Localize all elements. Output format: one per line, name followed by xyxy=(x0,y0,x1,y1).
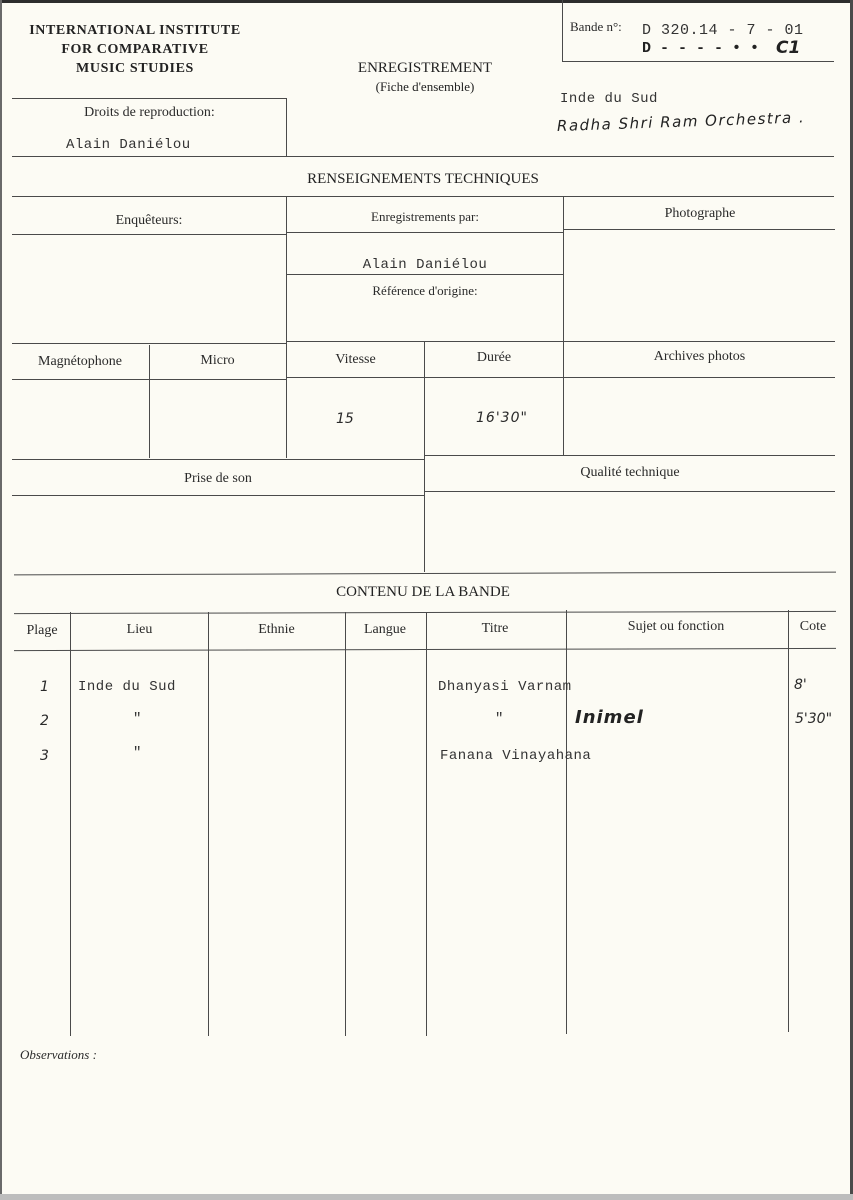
col-cote-header: Cote xyxy=(799,619,827,634)
droits-label: Droits de reproduction: xyxy=(84,105,215,120)
scan-edge-bottom xyxy=(0,1194,853,1200)
col-ethnie-header: Ethnie xyxy=(258,622,295,637)
col-divider-ethnie xyxy=(345,612,346,1036)
tech-col-qualite-divider xyxy=(424,455,425,572)
tech-row3-top-left xyxy=(12,459,425,460)
tech-top-border xyxy=(12,196,834,197)
col-divider-sujet xyxy=(788,610,789,1032)
bande-number-suffix: C1 xyxy=(776,38,801,58)
qualite-header-line xyxy=(424,491,835,492)
tech-col-duree-divider xyxy=(424,341,425,458)
bande-box-left-border xyxy=(562,0,563,62)
bande-number: D 320.14 - 7 - 01 xyxy=(642,22,804,39)
enqueteurs-header-line xyxy=(12,234,286,235)
archives-photos-label: Archives photos xyxy=(653,349,746,364)
row-3-titre: Fanana Vinayahana xyxy=(440,748,592,764)
col-divider-plage xyxy=(70,612,71,1036)
section-contenu-title: CONTENU DE LA BANDE xyxy=(336,584,510,600)
droits-top-border xyxy=(12,98,287,99)
scan-edge-top xyxy=(0,0,853,3)
contenu-top-border xyxy=(14,611,836,614)
prise-header-line xyxy=(12,495,425,496)
row-1-lieu: Inde du Sud xyxy=(78,679,176,695)
tech-col-micro-divider xyxy=(149,345,150,458)
row-2-titre: " xyxy=(495,711,504,727)
tech-bottom-border xyxy=(14,572,836,576)
header-divider xyxy=(12,156,834,157)
reference-origine-label: Référence d'origine: xyxy=(372,283,478,298)
scan-edge-left xyxy=(0,0,2,1200)
row-3-lieu: " xyxy=(133,745,142,761)
magnetophone-label: Magnétophone xyxy=(38,354,122,369)
tech-col-vitesse-divider xyxy=(286,341,287,458)
tech-row2-header-left xyxy=(12,379,286,380)
region-value: Inde du Sud xyxy=(560,91,658,107)
row-1-titre: Dhanyasi Varnam xyxy=(438,679,572,695)
bande-label: Bande n°: xyxy=(570,19,622,34)
micro-label: Micro xyxy=(200,353,235,368)
row-2-sujet: Inimel xyxy=(575,707,644,728)
reference-divider xyxy=(286,274,563,275)
photographe-label: Photographe xyxy=(664,206,736,221)
tech-col-archives-divider xyxy=(563,341,564,456)
col-divider-langue xyxy=(426,612,427,1036)
vitesse-label: Vitesse xyxy=(335,352,376,367)
tech-row2-top-right xyxy=(286,341,835,342)
bande-box-bottom-border xyxy=(562,61,834,62)
enregistrements-value: Alain Daniélou xyxy=(362,257,488,273)
prise-de-son-label: Prise de son xyxy=(184,471,252,486)
enqueteurs-label: Enquêteurs: xyxy=(115,213,183,228)
col-lieu-header: Lieu xyxy=(126,622,153,637)
row-2-lieu: " xyxy=(133,711,142,727)
tech-row3-top-right xyxy=(424,455,835,456)
bande-number-alt: D - - - - • • xyxy=(642,40,760,57)
section-tech-title: RENSEIGNEMENTS TECHNIQUES xyxy=(307,171,539,187)
ensemble-value: Radha Shri Ram Orchestra . xyxy=(556,108,806,135)
tech-row2-top-left xyxy=(12,343,286,344)
vitesse-value: 15 xyxy=(336,411,354,427)
tech-col-divider-2 xyxy=(563,196,564,341)
duree-value: 16'30" xyxy=(476,410,528,426)
row-2-cote: 5'30" xyxy=(795,711,833,727)
enregistrements-label: Enregistrements par: xyxy=(371,209,479,224)
col-langue-header: Langue xyxy=(364,622,406,637)
row-1-cote: 8' xyxy=(794,677,807,693)
col-sujet-header: Sujet ou fonction xyxy=(627,619,725,634)
col-divider-lieu xyxy=(208,612,209,1036)
tech-row2-header-right xyxy=(286,377,835,378)
institute-name-line3: MUSIC STUDIES xyxy=(76,61,194,76)
row-2-plage: 2 xyxy=(40,713,49,729)
qualite-technique-label: Qualité technique xyxy=(580,465,680,480)
institute-name-line1: INTERNATIONAL INSTITUTE xyxy=(29,23,241,38)
col-plage-header: Plage xyxy=(26,623,58,638)
row-3-plage: 3 xyxy=(40,748,49,764)
row-1-plage: 1 xyxy=(40,679,49,695)
photographe-header-line xyxy=(563,229,835,230)
col-titre-header: Titre xyxy=(481,621,509,636)
institute-name-line2: FOR COMPARATIVE xyxy=(61,42,209,57)
droits-value: Alain Daniélou xyxy=(66,137,191,153)
contenu-header-line xyxy=(14,648,836,651)
form-title: ENREGISTREMENT xyxy=(357,60,493,76)
form-subtitle: (Fiche d'ensemble) xyxy=(375,79,475,94)
enregistrements-header-line xyxy=(286,232,563,233)
observations-label: Observations : xyxy=(20,1047,97,1062)
col-divider-titre xyxy=(566,610,567,1034)
duree-label: Durée xyxy=(476,350,512,365)
